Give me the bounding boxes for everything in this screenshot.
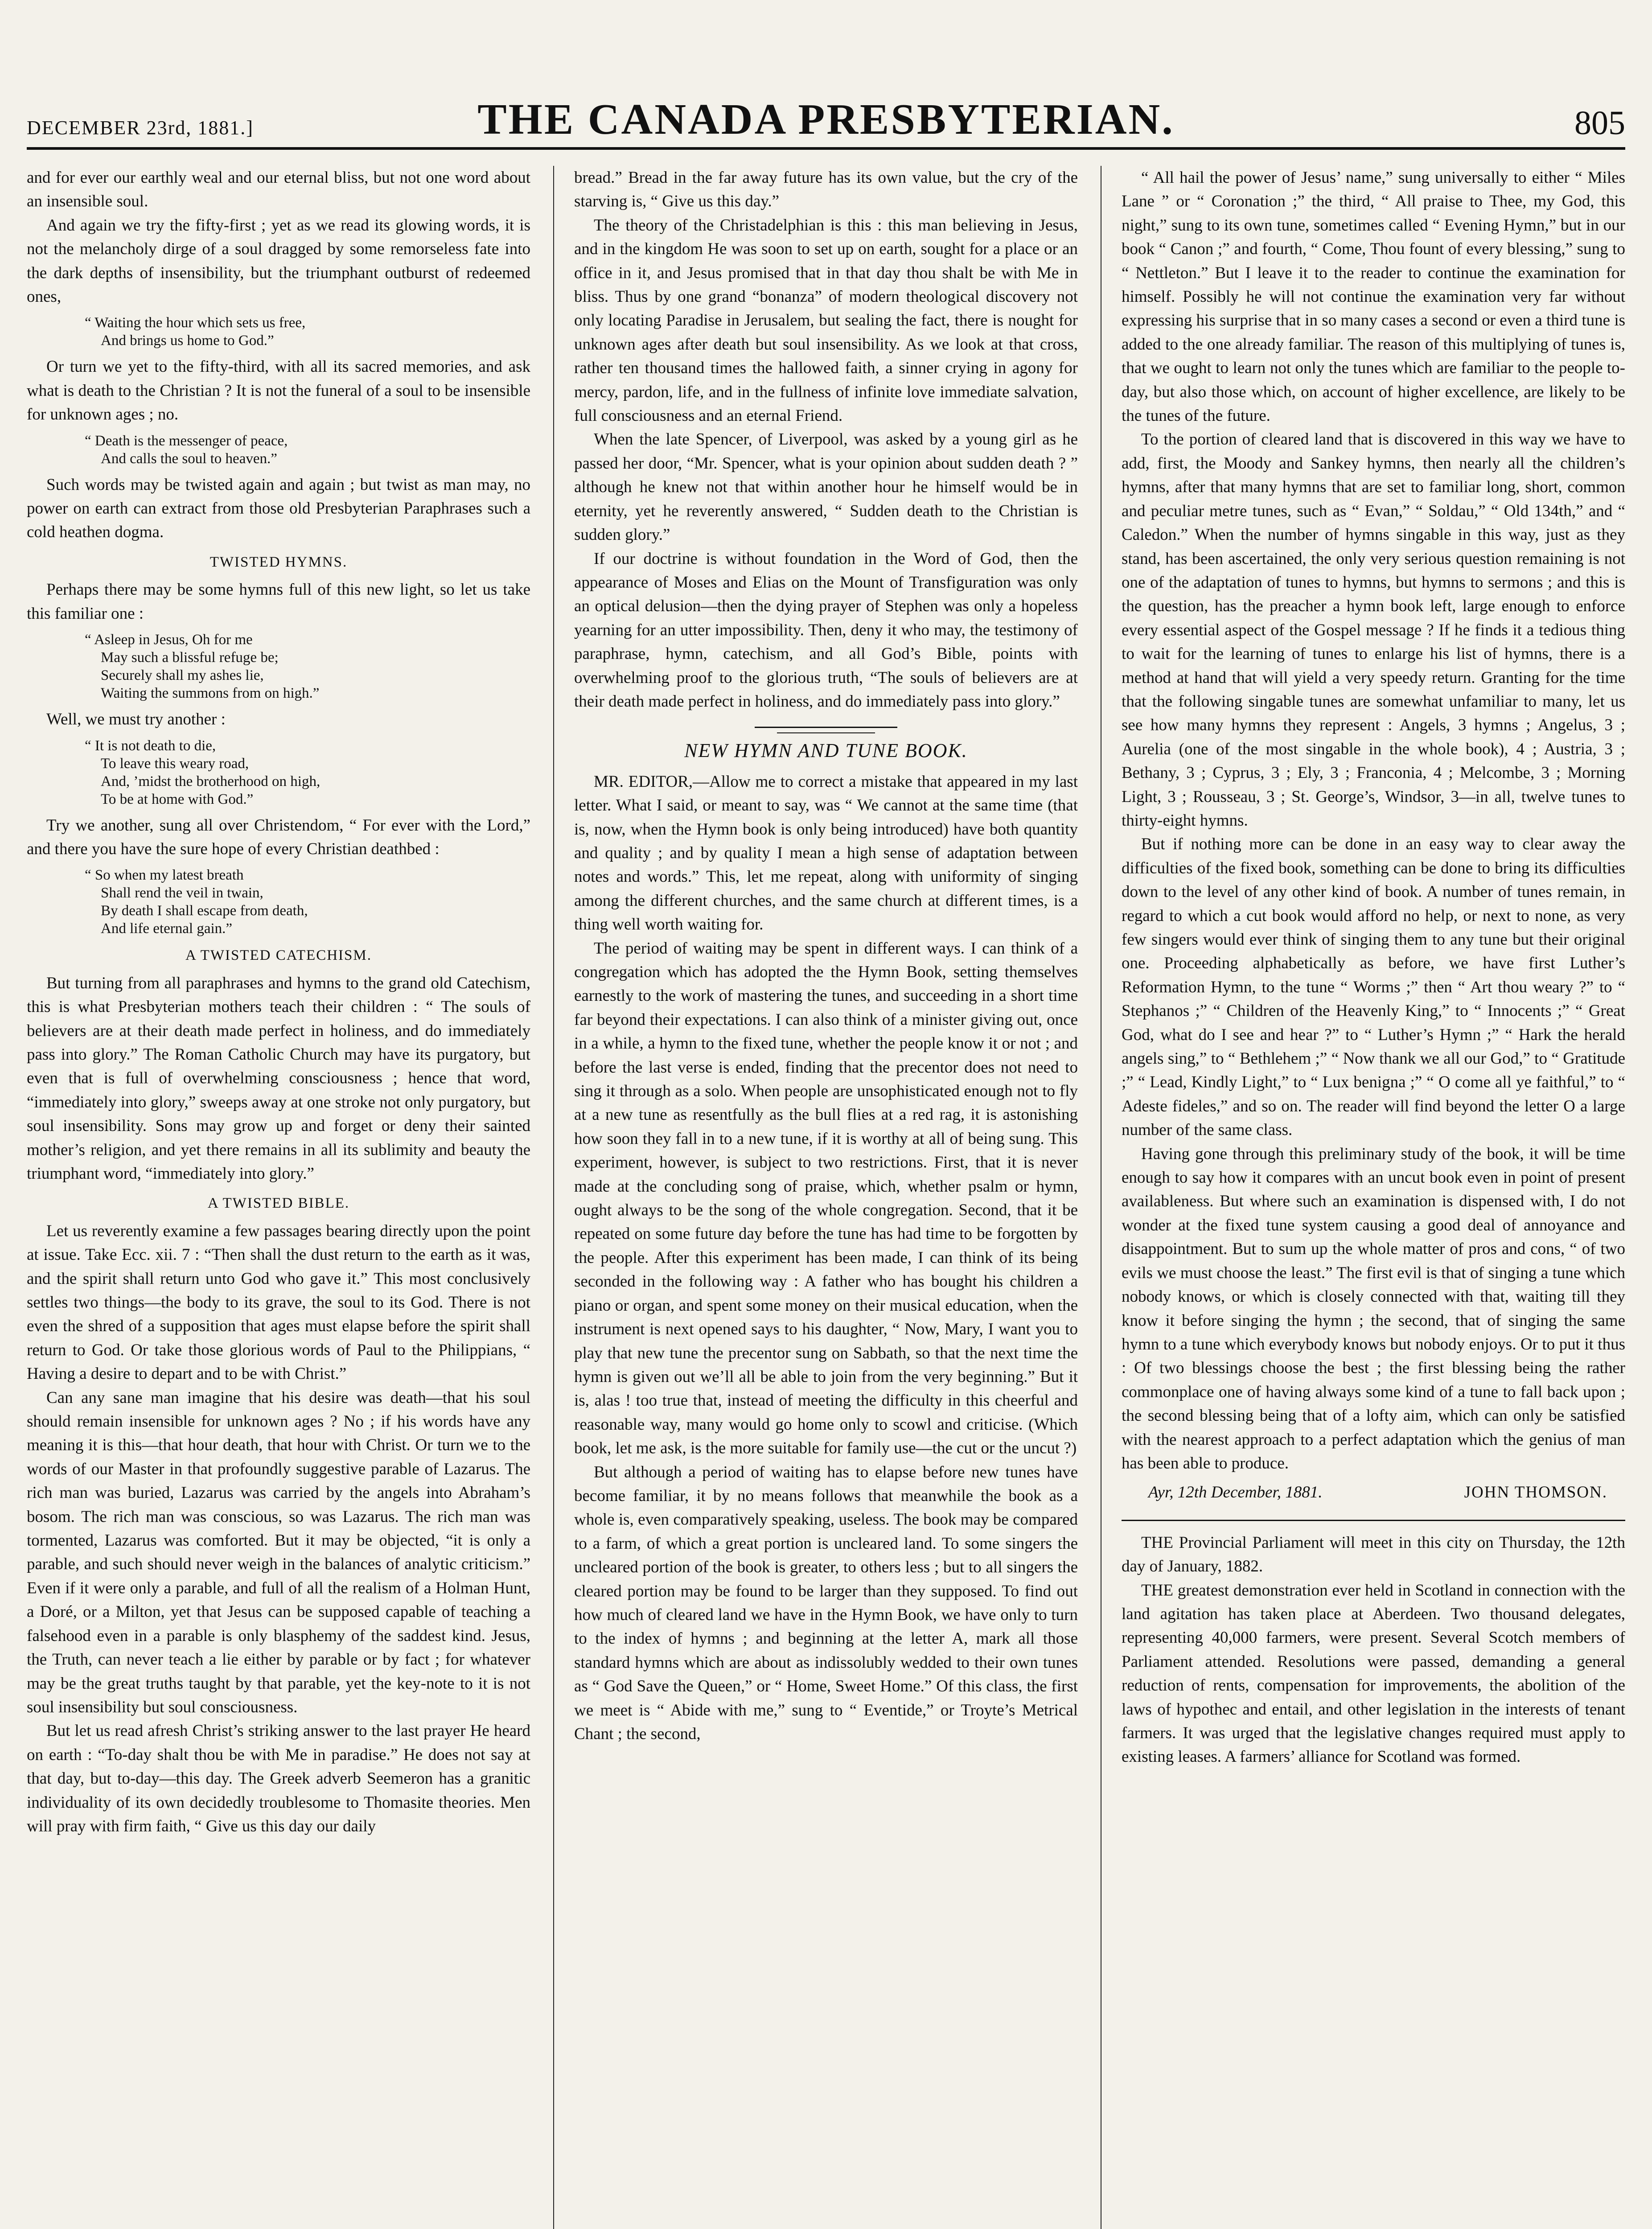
paragraph: But if nothing more can be done in an easy way to clear away the difficulties of the fixed book, something can be done to bring its difficulties down to the level of any other kind of book. A number of tunes remain, in regard to which a cut book would afford no help, or next to none, as very few singers would ever think of singing them to any tune but their original one. Proceeding alphabetically as before, we have first Luther’s Reformation Hymn, to the tune “ Worms ;” then “ Art thou weary ?” to “ Stephanos ;” “ Children of the Heavenly King,” to “ Innocents ;” “ Great God, what do I see and hear ?” to “ Luther’s Hymn ;” “ Hark the herald angels sing,” to “ Bethlehem ;” “ Now thank we all our God,” to “ Gratitude ;” “ Lead, Kindly Light,” to “ Lux benigna ;” “ O come all ye faithful,” to “ Adeste fideles,” and so on. The reader will find beyond the letter O a large number of the same class. xyxy=(1122,835,1625,1139)
verse-line: By death I shall escape from death, xyxy=(101,903,308,919)
paragraph: Can any sane man imagine that his desire was death—that his soul should remain insensible for unknown ages ? No ; if his words have any meaning it is this—that hour death, that hour with Christ. Or turn we to the words of our Master in that profoundly suggestive parable of Lazarus. The rich man was buried, Lazarus was carried by the angels into Abraham’s bosom. The rich man was conscious, so was Lazarus. The rich man was tormented, Lazarus was comforted. But it may be objected, “it is only a parable, and such should never weigh in the balances of analytic criticism.” Even if it were only a parable, and full of all the realism of a Holman Hunt, a Doré, or a Milton, yet that Jesus can be supposed capable of teaching a falsehood even in a parable is only blasphemy of the saddest kind. Jesus, the Truth, can never teach a lie either by parable or by fact ; for whatever may be the great truths taught by that parable, yet the key-note to it is not soul insensibility but soul consciousness. xyxy=(27,1388,530,1716)
section-heading: A TWISTED BIBLE. xyxy=(207,1195,350,1212)
verse-quote xyxy=(85,737,530,808)
verse-quote xyxy=(85,314,530,350)
paragraph: If our doctrine is without foundation in the Word of God, then the appearance of Moses and Elias on the Mount of Transfiguration was only an optical delusion—then the dying prayer of Stephen was only a hopeless yearning for an utter impossibility. Then, deny it who may, the testimony of paraphrase, hymn, catechism, and all God’s Bible, points with overwhelming proof to the glorious truth, “The souls of believers are at their death made perfect in holiness, and do immediately pass into glory.” xyxy=(574,549,1078,711)
paragraph: And again we try the fifty-first ; yet as we read its glowing words, it is not the melancholy dirge of a soul dragged by some remorseless fate into the dark depths of insensibility, but the triumphant outburst of redeemed ones, xyxy=(27,216,530,306)
columns xyxy=(27,166,1625,2229)
issue-date: DECEMBER 23rd, 1881.] xyxy=(27,117,254,139)
verse-line: To be at home with God.” xyxy=(101,791,254,807)
verse-line: “ Death is the messenger of peace, xyxy=(85,432,288,449)
section-heading: A TWISTED CATECHISM. xyxy=(185,947,372,964)
verse-quote xyxy=(85,432,530,468)
verse-line: And brings us home to God.” xyxy=(101,333,274,349)
verse-line: And life eternal gain.” xyxy=(101,921,233,937)
news-item: THE Provincial Parliament will meet in this city on Thursday, the 12th day of January, 1882. xyxy=(1122,1533,1625,1576)
verse-quote xyxy=(85,631,530,702)
newspaper-title: THE CANADA PRESBYTERIAN. xyxy=(477,95,1175,144)
paragraph: The period of waiting may be spent in different ways. I can think of a congregation which has adopted the the Hymn Book, setting themselves earnestly to the work of mastering the tunes, and succeeding in a short time far beyond their expectations. I can also think of a minister giving out, once in a while, a hymn to the fixed tune, whether the people know it or not ; and before the last verse is ended, finding that the precentor does not need to sing it through as a solo. When people are unsophisticated enough not to fly at a new tune as resentfully as the bull flies at a red rag, it is astonishing how soon they fall in to a new tune, if it is worthy at all of being sung. This experiment, however, is subject to two restrictions. First, that it is never made at the concluding song of praise, which, whether psalm or hymn, ought always to be the song of the whole congregation. Second, that it be repeated on some future day before the tune has had time to be forgotten by the people. After this experiment has been made, I can think of its being seconded in the following way : A father who has bought his children a piano or organ, and spent some money on their musical education, when the instrument is next opened says to his daughter, “ Now, Mary, I want you to play that new tune the precentor sung on Sabbath, so that the next time the hymn is given out we’ll all be able to join from the very beginning.” But it is, alas ! too true that, instead of meeting the difficulty in this cheerful and reasonable way, many would go home only to scowl and criticise. (Which book, let me ask, is the more suitable for family use—the cut or the uncut ?) xyxy=(574,939,1078,1458)
signature-line xyxy=(1122,1481,1625,1504)
verse-line: To leave this weary road, xyxy=(101,755,249,772)
page-number: 805 xyxy=(1574,104,1625,142)
verse-line: Securely shall my ashes lie, xyxy=(101,667,264,684)
article-title: NEW HYMN AND TUNE BOOK. xyxy=(684,740,968,762)
paragraph: Try we another, sung all over Christendom, “ For ever with the Lord,” and there you have the sure hope of every Christian deathbed : xyxy=(27,816,530,858)
paragraph: Or turn we yet to the fifty-third, with all its sacred memories, and ask what is death to the Christian ? It is not the funeral of a soul to be insensible for unknown ages ; no. xyxy=(27,358,530,424)
letter-date: Ayr, 12th December, 1881. xyxy=(1148,1483,1323,1502)
verse-quote xyxy=(85,866,530,938)
paragraph: Having gone through this preliminary study of the book, it will be time enough to say how it compares with an uncut book even in point of present availableness. But where such an examination is dispensed with, I do not wonder at the fixed tune system causing a good deal of annoyance and disappointment. But to sum up the whole matter of pros and cons, “ of two evils we must choose the least.” The first evil is that of singing a tune which nobody knows, or which is closely connected with that, waiting till they know it before singing the hymn ; the second, that of singing the same hymn to a tune which everybody knows but nobody enjoys. Or to put it thus : Of two blessings choose the best ; the first blessing being the rather commonplace one of having always some kind of a tune to fall back upon ; the second blessing being that of a lofty aim, which can only be satisfied with the nearest approach to a perfect adaptation which the genius of man has been able to produce. xyxy=(1122,1144,1625,1472)
paragraph: When the late Spencer, of Liverpool, was asked by a young girl as he passed her door, “Mr. Spencer, what is your opinion about sudden death ? ” although he knew not that within another hour he himself would be in eternity, yet he reverently answered, “ Sudden death to the Christian is sudden glory.” xyxy=(574,430,1078,544)
paragraph: Well, we must try another : xyxy=(46,710,226,729)
verse-line: Shall rend the veil in twain, xyxy=(101,885,263,901)
verse-line: Waiting the summons from on high.” xyxy=(101,685,320,702)
paragraph: and for ever our earthly weal and our eternal bliss, but not one word about an insensible soul. xyxy=(27,169,530,211)
paragraph: “ All hail the power of Jesus’ name,” sung universally to either “ Miles Lane ” or “ Coronation ;” the third, “ All praise to Thee, my God, this night,” sung to its own tune, sometimes called “ Evening Hymn,” but in our book “ Canon ;” and fourth, “ Come, Thou fount of every blessing,” sung to “ Nettleton.” But I leave it to the reader to continue the examination for himself. Possibly he will not continue the examination very far without expressing his surprise that in so many cases a second or even a third tune is added to the one already familiar. The reason of this multiplying of tunes is, that we ought to learn not only the tunes which are familiar to the people to-day, but also those which, on account of higher excellence, are likely to be the tunes of the future. xyxy=(1122,169,1625,425)
verse-line: And calls the soul to heaven.” xyxy=(101,450,277,467)
paragraph: Let us reverently examine a few passages bearing directly upon the point at issue. Take Ecc. xii. 7 : “Then shall the dust return to the earth as it was, and the spirit shall return unto God who gave it.” This most conclusively settles two things—the body to its grave, the soul to its God. There is not even the shred of a supposition that ages must elapse before the spirit shall return to God. Or take those glorious words of Paul to the Philippians, “ Having a desire to depart and to be with Christ.” xyxy=(27,1221,530,1383)
section-separator xyxy=(1122,1520,1625,1521)
news-item: THE greatest demonstration ever held in Scotland in connection with the land agitation has taken place at Aberdeen. Two thousand delegates, representing 40,000 farmers, were present. Several Scotch members of Parliament attended. Resolutions were passed, demanding a general reduction of rents, compensation for improvements, the abolition of the laws of hypothec and entail, and other legislation in the interests of tenant farmers. It was urged that the legislative changes required must apply to existing leases. A farmers’ alliance for Scotland was formed. xyxy=(1122,1581,1625,1766)
verse-line: “ So when my latest breath xyxy=(85,867,244,884)
column-3 xyxy=(1122,166,1625,2229)
paragraph: Perhaps there may be some hymns full of this new light, so let us take this familiar one : xyxy=(27,580,530,623)
verse-line: And, ’midst the brotherhood on high, xyxy=(101,773,321,790)
page-header xyxy=(27,85,1625,150)
paragraph: Such words may be twisted again and again ; but twist as man may, no power on earth can extract from those old Presbyterian Paraphrases such a cold heathen dogma. xyxy=(27,475,530,542)
paragraph: MR. EDITOR,—Allow me to correct a mistake that appeared in my last letter. What I said, or meant to say, was “ We cannot at the same time (that is, now, when the Hymn book is only being introduced) have both quantity and quality ; and by quality I mean a high sense of adaptation between notes and words.” This, let me repeat, along with uniformity of singing among the different churches, and the same church at different times, is a thing well worth waiting for. xyxy=(574,772,1078,934)
section-heading: TWISTED HYMNS. xyxy=(210,554,348,570)
title-rule xyxy=(755,727,897,728)
column-1 xyxy=(27,166,530,2229)
title-rule xyxy=(777,732,875,733)
paragraph: But although a period of waiting has to elapse before new tunes have become familiar, it by no means follows that meanwhile the book as a whole is, even comparatively speaking, useless. The book may be compared to a farm, of which a great portion is uncleared land. To some singers the uncleared portion of the book is greater, to others less ; but to all singers the cleared portion may be found to be larger than they supposed. To find out how much of cleared land we have in the Hymn Book, we have only to turn to the index of hymns ; and beginning at the letter A, mark all those standard hymns which are about as indissolubly wedded to their own tunes as “ God Save the Queen,” or “ Home, Sweet Home.” Of this class, the first we meet is “ Abide with me,” sung to “ Eventide,” or Troyte’s Metrical Chant ; the second, xyxy=(574,1463,1078,1743)
paragraph: But let us read afresh Christ’s striking answer to the last prayer He heard on earth : “To-day shalt thou be with Me in paradise.” He does not say at that day, but to-day—this day. The Greek adverb Seemeron has a granitic individuality of its own decidedly troublesome to Thomasite theories. Men will pray with firm faith, “ Give us this day our daily xyxy=(27,1722,530,1835)
paragraph: bread.” Bread in the far away future has its own value, but the cry of the starving is, “ Give us this day.” xyxy=(574,169,1078,211)
paragraph: The theory of the Christadelphian is this : this man believing in Jesus, and in the kingdom He was soon to set up on earth, sought for a place or an office in it, and Jesus promised that in that day thou shalt be with Me in bliss. Thus by one grand “bonanza” of modern theological discovery not only locating Paradise in Jerusalem, but sealing the fact, there is nought for unknown ages after death but soul insensibility. As we look at that cross, rather ten thousand times the hallowed faith, a sinner crying in agony for mercy, pardon, life, and in the fullness of infinite love immediate salvation, full consciousness and an eternal Friend. xyxy=(574,216,1078,425)
verse-line: May such a blissful refuge be; xyxy=(101,650,279,666)
paragraph: To the portion of cleared land that is discovered in this way we have to add, first, the Moody and Sankey hymns, then nearly all the children’s hymns, after that many hymns that are set to familiar long, short, common and peculiar metre tunes, such as “ Evan,” “ Soldau,” “ Old 134th,” and “ Caledon.” When the number of hymns singable in this way, just as they stand, has been ascertained, the only very serious question remaining is not one of the adaptation of tunes to hymns, but hymns to sermons ; and this is the question, has the preacher a hymn book left, large enough to enforce every essential aspect of the Gospel message ? If he finds it a tedious thing to wait for the learning of tunes to enlarge his list of hymns, there is a method at hand that will yield a very speedy return. Granting for the time that the following singable tunes are somewhat unfamiliar to many, let us see how many hymns they represent : Angels, 3 hymns ; Angelus, 3 ; Aurelia (one of the most singable in the whole book), 4 ; Austria, 3 ; Bethany, 3 ; Cyprus, 3 ; Ely, 3 ; Franconia, 4 ; Melcombe, 3 ; Morning Light, 3 ; Rousseau, 3 ; St. George’s, Windsor, 3—in all, twelve tunes to thirty-eight hymns. xyxy=(1122,430,1625,830)
verse-line: “ It is not death to die, xyxy=(85,737,216,754)
paragraph: But turning from all paraphrases and hymns to the grand old Catechism, this is what Presbyterian mothers teach their children : “ The souls of believers are at their death made perfect in holiness, and do immediately pass into glory.” The Roman Catholic Church may have its purgatory, but even that is full of overwhelming consciousness ; hence that word, “immediately into glory,” sweeps away at one stroke not only purgatory, but soul insensibility. Sons may grow up and forget or deny their sainted mother’s religion, and yet there remains in all its sublimity and beauty the triumphant word, “immediately into glory.” xyxy=(27,974,530,1183)
column-2 xyxy=(574,166,1078,2229)
verse-line: “ Asleep in Jesus, Oh for me xyxy=(85,632,253,648)
letter-author: JOHN THOMSON. xyxy=(1464,1483,1607,1502)
verse-line: “ Waiting the hour which sets us free, xyxy=(85,315,306,331)
